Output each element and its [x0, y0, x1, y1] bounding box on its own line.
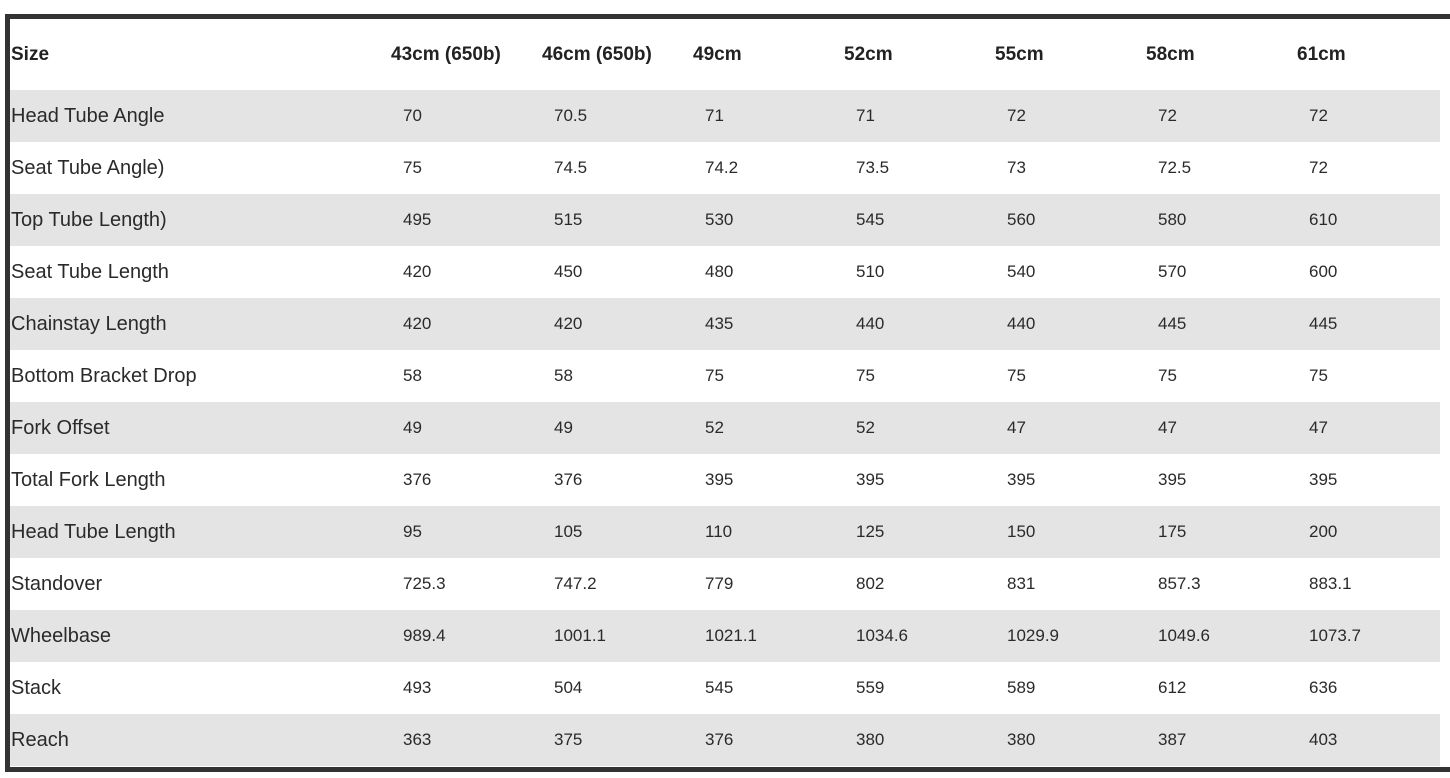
- table-cell: 612: [1158, 678, 1187, 697]
- table-cell: 1021.1: [705, 626, 757, 645]
- row-label: Seat Tube Angle): [11, 156, 165, 179]
- column-header: 43cm (650b): [391, 43, 501, 65]
- table-row: [10, 714, 1440, 766]
- table-cell: 52: [856, 418, 875, 437]
- table-cell: 725.3: [403, 574, 446, 593]
- column-header: 58cm: [1146, 43, 1195, 65]
- row-label: Seat Tube Length: [11, 260, 169, 283]
- table-row: [10, 662, 1440, 714]
- table-cell: 75: [1158, 366, 1177, 385]
- row-label: Wheelbase: [11, 624, 112, 647]
- table-row: [10, 506, 1440, 558]
- table-cell: 73: [1007, 158, 1026, 177]
- table-cell: 420: [554, 314, 583, 333]
- table-cell: 47: [1007, 418, 1026, 437]
- table-cell: 376: [554, 470, 583, 489]
- table-cell: 363: [403, 730, 432, 749]
- table-cell: 52: [705, 418, 724, 437]
- table-body: [10, 90, 1440, 766]
- table-cell: 58: [403, 366, 422, 385]
- table-cell: 445: [1158, 314, 1187, 333]
- table-cell: 559: [856, 678, 885, 697]
- table-row: [10, 194, 1440, 246]
- table-row: [10, 90, 1440, 142]
- table-row: [10, 610, 1440, 662]
- table-cell: 600: [1309, 262, 1338, 281]
- table-cell: 450: [554, 262, 583, 281]
- table-cell: 589: [1007, 678, 1036, 697]
- table-cell: 70.5: [554, 106, 588, 125]
- table-cell: 75: [856, 366, 875, 385]
- table-cell: 74.2: [705, 158, 739, 177]
- column-header: 46cm (650b): [542, 43, 652, 65]
- table-cell: 75: [403, 158, 422, 177]
- table-cell: 395: [1007, 470, 1036, 489]
- header-row: [10, 19, 1440, 90]
- table-row: [10, 350, 1440, 402]
- column-header: 49cm: [693, 43, 742, 65]
- table-cell: 72: [1309, 158, 1328, 177]
- table-cell: 440: [856, 314, 885, 333]
- table-cell: 70: [403, 106, 422, 125]
- table-cell: 420: [403, 314, 432, 333]
- table-cell: 1049.6: [1158, 626, 1210, 645]
- table-row: [10, 142, 1440, 194]
- table-cell: 72.5: [1158, 158, 1192, 177]
- row-label: Top Tube Length): [11, 208, 167, 231]
- table-cell: 380: [856, 730, 885, 749]
- table-row: [10, 558, 1440, 610]
- table-cell: 420: [403, 262, 432, 281]
- table-cell: 72: [1158, 106, 1177, 125]
- table-cell: 545: [856, 210, 885, 229]
- table-cell: 440: [1007, 314, 1036, 333]
- table-cell: 47: [1158, 418, 1177, 437]
- table-cell: 200: [1309, 522, 1338, 541]
- column-header: 52cm: [844, 43, 893, 65]
- table-cell: 395: [856, 470, 885, 489]
- table-cell: 883.1: [1309, 574, 1352, 593]
- table-cell: 376: [403, 470, 432, 489]
- table-cell: 47: [1309, 418, 1328, 437]
- row-label: Head Tube Length: [11, 520, 176, 543]
- table-cell: 110: [705, 522, 733, 541]
- table-cell: 387: [1158, 730, 1187, 749]
- table-cell: 857.3: [1158, 574, 1201, 593]
- table-cell: 570: [1158, 262, 1187, 281]
- table-cell: 74.5: [554, 158, 588, 177]
- table-cell: 395: [705, 470, 734, 489]
- table-cell: 375: [554, 730, 583, 749]
- row-label: Bottom Bracket Drop: [11, 364, 197, 387]
- table-cell: 58: [554, 366, 573, 385]
- row-label: Total Fork Length: [11, 468, 166, 491]
- table-cell: 376: [705, 730, 734, 749]
- geometry-table: [10, 19, 1440, 766]
- table-row: [10, 454, 1440, 506]
- table-cell: 493: [403, 678, 432, 697]
- table-cell: 395: [1309, 470, 1338, 489]
- table-cell: 395: [1158, 470, 1187, 489]
- table-cell: 610: [1309, 210, 1338, 229]
- table-cell: 175: [1158, 522, 1187, 541]
- table-cell: 71: [705, 106, 724, 125]
- geometry-table-frame: [5, 14, 1450, 772]
- table-cell: 545: [705, 678, 734, 697]
- table-cell: 1001.1: [554, 626, 606, 645]
- table-cell: 580: [1158, 210, 1187, 229]
- header-size-label: Size: [11, 43, 50, 65]
- table-cell: 445: [1309, 314, 1338, 333]
- row-label: Fork Offset: [11, 416, 110, 439]
- table-cell: 480: [705, 262, 734, 281]
- table-cell: 73.5: [856, 158, 890, 177]
- table-cell: 636: [1309, 678, 1338, 697]
- column-header: 55cm: [995, 43, 1044, 65]
- table-cell: 530: [705, 210, 734, 229]
- table-cell: 515: [554, 210, 583, 229]
- table-cell: 1029.9: [1007, 626, 1059, 645]
- table-cell: 125: [856, 522, 885, 541]
- table-row: [10, 298, 1440, 350]
- table-cell: 540: [1007, 262, 1036, 281]
- table-cell: 150: [1007, 522, 1036, 541]
- column-header: 61cm: [1297, 43, 1346, 65]
- table-cell: 989.4: [403, 626, 446, 645]
- table-header: [10, 19, 1440, 90]
- table-cell: 435: [705, 314, 734, 333]
- table-cell: 802: [856, 574, 885, 593]
- table-cell: 72: [1007, 106, 1026, 125]
- row-label: Standover: [11, 572, 103, 595]
- row-label: Stack: [11, 676, 62, 699]
- table-cell: 1034.6: [856, 626, 908, 645]
- table-cell: 779: [705, 574, 734, 593]
- table-cell: 105: [554, 522, 583, 541]
- table-cell: 95: [403, 522, 422, 541]
- table-row: [10, 402, 1440, 454]
- table-cell: 504: [554, 678, 583, 697]
- row-label: Chainstay Length: [11, 312, 167, 335]
- table-cell: 747.2: [554, 574, 597, 593]
- table-cell: 831: [1007, 574, 1036, 593]
- table-cell: 75: [1007, 366, 1026, 385]
- table-cell: 75: [705, 366, 724, 385]
- table-cell: 510: [856, 262, 885, 281]
- table-cell: 1073.7: [1309, 626, 1361, 645]
- table-cell: 403: [1309, 730, 1338, 749]
- table-cell: 560: [1007, 210, 1036, 229]
- table-cell: 71: [856, 106, 875, 125]
- row-label: Reach: [11, 728, 69, 751]
- table-cell: 49: [403, 418, 422, 437]
- table-row: [10, 246, 1440, 298]
- table-cell: 380: [1007, 730, 1036, 749]
- table-cell: 49: [554, 418, 573, 437]
- table-cell: 75: [1309, 366, 1328, 385]
- table-cell: 495: [403, 210, 432, 229]
- row-label: Head Tube Angle: [11, 104, 165, 127]
- table-cell: 72: [1309, 106, 1328, 125]
